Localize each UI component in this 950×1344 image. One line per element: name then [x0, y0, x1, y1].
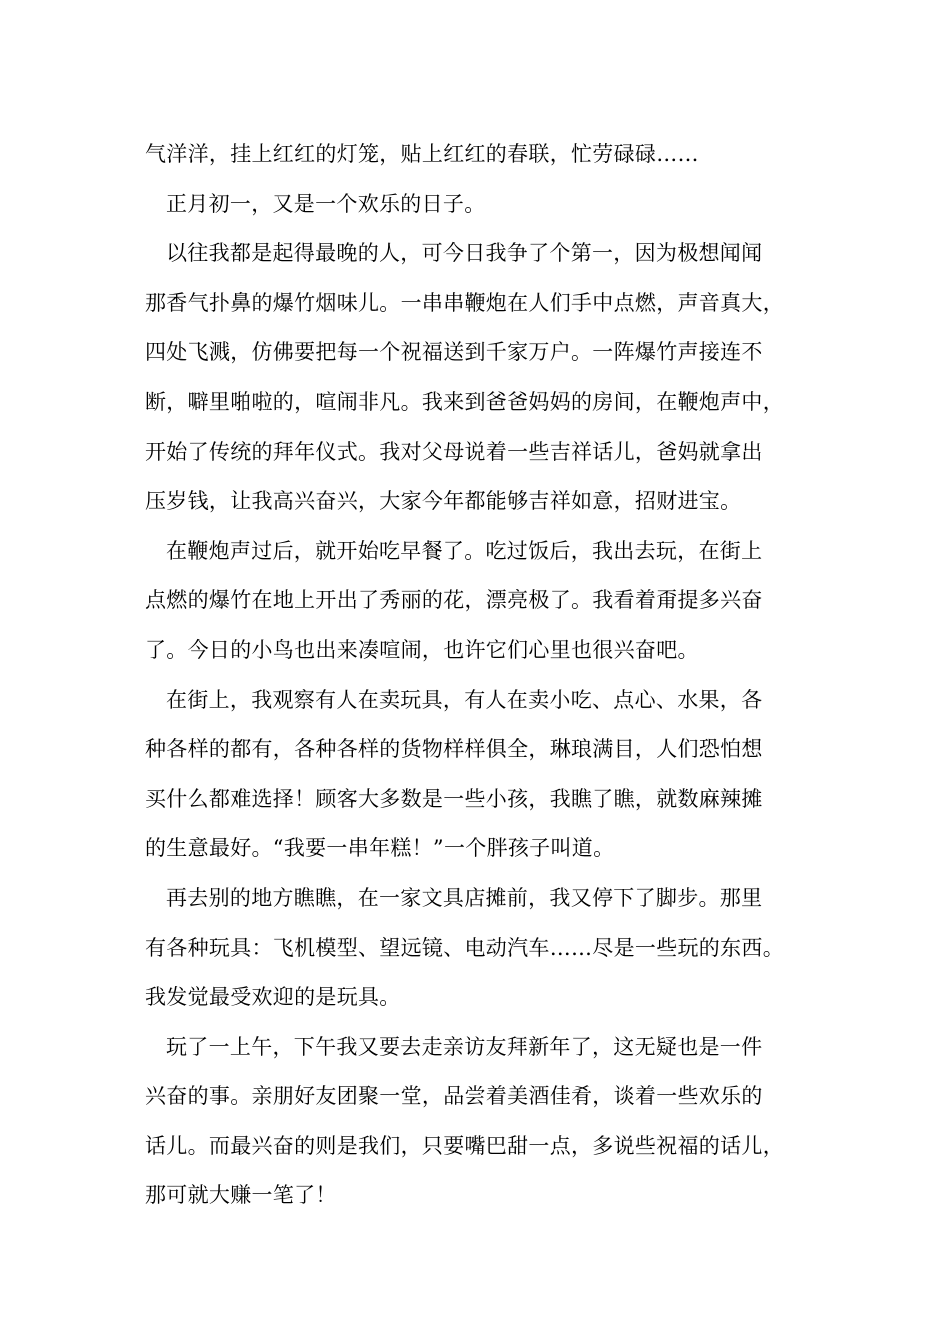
- text-line: 正月初一，又是一个欢乐的日子。: [166, 191, 486, 216]
- text-line: 以往我都是起得最晚的人，可今日我争了个第一，因为极想闻闻: [166, 241, 763, 266]
- text-line: 兴奋的事。亲朋好友团聚一堂，品尝着美酒佳肴，谈着一些欢乐的: [145, 1084, 763, 1109]
- text-line: 压岁钱，让我高兴奋兴，大家今年都能够吉祥如意，招财进宝。: [145, 489, 742, 514]
- text-line: 话儿。而最兴奋的则是我们，只要嘴巴甜一点，多说些祝福的话儿，: [145, 1133, 784, 1158]
- text-line: 有各种玩具：飞机模型、望远镜、电动汽车……尽是一些玩的东西。: [145, 935, 784, 960]
- text-line: 买什么都难选择！顾客大多数是一些小孩，我瞧了瞧，就数麻辣摊: [145, 786, 763, 811]
- text-line: 的生意最好。“我要一串年糕！”一个胖孩子叫道。: [145, 836, 615, 861]
- text-line: 种各样的都有，各种各样的货物样样俱全，琳琅满目，人们恐怕想: [145, 737, 763, 762]
- text-line: 在街上，我观察有人在卖玩具，有人在卖小吃、点心、水果，各: [166, 687, 763, 712]
- text-line: 我发觉最受欢迎的是玩具。: [145, 985, 401, 1010]
- document-body: [145, 130, 825, 1221]
- text-line: 那可就大赚一笔了！: [145, 1183, 337, 1208]
- text-line: 玩了一上午，下午我又要去走亲访友拜新年了，这无疑也是一件: [166, 1034, 763, 1059]
- text-line: 了。今日的小鸟也出来凑喧闹，也许它们心里也很兴奋吧。: [145, 637, 699, 662]
- text-line: 在鞭炮声过后，就开始吃早餐了。吃过饭后，我出去玩，在街上: [166, 538, 763, 563]
- text-line: 四处飞溅，仿佛要把每一个祝福送到千家万户。一阵爆竹声接连不: [145, 340, 763, 365]
- text-line: 开始了传统的拜年仪式。我对父母说着一些吉祥话儿，爸妈就拿出: [145, 439, 763, 464]
- text-line: 气洋洋，挂上红红的灯笼，贴上红红的春联，忙劳碌碌……: [145, 142, 699, 166]
- text-line: 再去别的地方瞧瞧，在一家文具店摊前，我又停下了脚步。那里: [166, 885, 763, 910]
- text-line: 那香气扑鼻的爆竹烟味儿。一串串鞭炮在人们手中点燃，声音真大，: [145, 290, 784, 315]
- text-line: 断，噼里啪啦的，喧闹非凡。我来到爸爸妈妈的房间，在鞭炮声中，: [145, 389, 784, 414]
- text-line: 点燃的爆竹在地上开出了秀丽的花，漂亮极了。我看着甭提多兴奋: [145, 588, 763, 613]
